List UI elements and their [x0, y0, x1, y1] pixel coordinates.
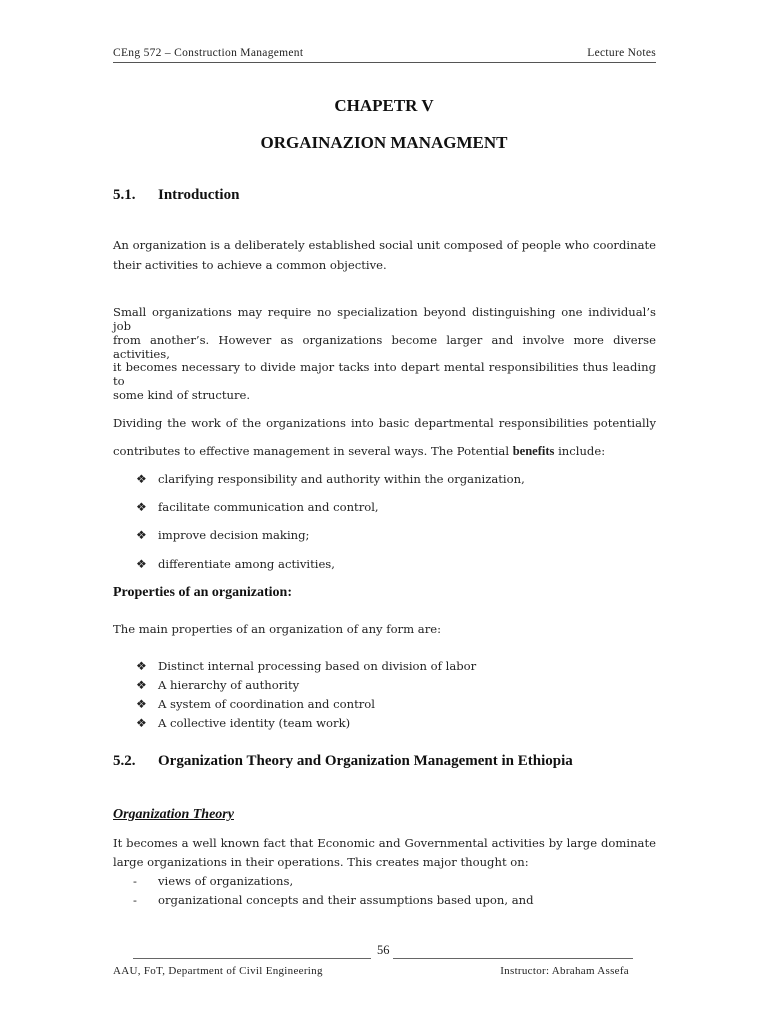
paragraph-line: Small organizations may require no specialization beyond distinguishing one individual’s job	[113, 305, 656, 333]
bullet-diamond-icon: ❖	[136, 528, 147, 542]
benefits-word: benefits	[512, 444, 555, 458]
property-text: A collective identity (team work)	[158, 716, 351, 730]
paragraph-line: An organization is a deliberately established social unit composed of people who coordinate	[113, 238, 656, 252]
bullet-diamond-icon: ❖	[136, 716, 147, 730]
bullet-diamond-icon: ❖	[136, 500, 147, 514]
property-item	[136, 697, 375, 711]
section-title: Introduction	[158, 187, 240, 203]
header-lecture-notes: Lecture Notes	[587, 47, 656, 59]
benefit-item	[136, 528, 309, 542]
paragraph-line-benefits	[113, 444, 605, 459]
bullet-diamond-icon: ❖	[136, 557, 147, 571]
paragraph-line: Dividing the work of the organizations into basic departmental responsibilities potentially	[113, 416, 656, 430]
section-number: 5.1.	[113, 187, 136, 203]
property-text: A hierarchy of authority	[158, 678, 300, 692]
bullet-diamond-icon: ❖	[136, 697, 147, 711]
benefit-item	[136, 557, 335, 571]
property-item	[136, 659, 476, 673]
footer-department: AAU, FoT, Department of Civil Engineering	[113, 965, 323, 977]
header-rule	[113, 62, 656, 63]
property-text: Distinct internal processing based on division of labor	[158, 659, 477, 673]
chapter-title: CHAPETR V	[334, 96, 434, 115]
bullet-diamond-icon: ❖	[136, 472, 147, 486]
paragraph-line: it becomes necessary to divide major tacks into depart mental responsibilities thus leading to	[113, 360, 656, 388]
footer-rule-right	[393, 958, 633, 959]
thought-text: organizational concepts and their assumptions based upon, and	[158, 893, 534, 907]
section-5-2-heading	[113, 753, 573, 770]
footer-instructor: Instructor: Abraham Assefa	[500, 965, 629, 977]
thought-text: views of organizations,	[158, 874, 294, 888]
properties-heading: Properties of an organization:	[113, 585, 292, 600]
chapter-subtitle: ORGAINAZION MANAGMENT	[260, 133, 508, 152]
paragraph-line: their activities to achieve a common objective.	[113, 258, 387, 272]
paragraph-line: some kind of structure.	[113, 388, 251, 402]
thought-item	[133, 893, 534, 907]
bullet-diamond-icon: ❖	[136, 678, 147, 692]
text-run: contributes to effective management in several ways. The Potential	[113, 444, 513, 458]
benefit-text: clarifying responsibility and authority within the organization,	[158, 472, 525, 486]
footer-rule-left	[133, 958, 371, 959]
benefit-text: differentiate among activities,	[158, 557, 335, 571]
paragraph-line: It becomes a well known fact that Economic and Governmental activities by large dominate	[113, 836, 656, 850]
header-course-title: CEng 572 – Construction Management	[113, 47, 304, 59]
properties-intro: The main properties of an organization of any form are:	[113, 622, 441, 636]
section-title: Organization Theory and Organization Management in Ethiopia	[158, 753, 573, 769]
benefit-text: improve decision making;	[158, 528, 310, 542]
section-number: 5.2.	[113, 753, 136, 769]
paragraph-line: from another’s. However as organizations become larger and involve more diverse activities,	[113, 333, 656, 361]
bullet-diamond-icon: ❖	[136, 659, 147, 673]
dash-marker: -	[133, 893, 137, 907]
organization-theory-subheading: Organization Theory	[113, 807, 234, 822]
text-run: include:	[554, 444, 606, 458]
property-item	[136, 716, 350, 730]
paragraph-line: large organizations in their operations. This creates major thought on:	[113, 855, 529, 869]
benefit-text: facilitate communication and control,	[158, 500, 379, 514]
page-number: 56	[377, 943, 390, 957]
section-5-1-heading	[113, 187, 239, 204]
property-text: A system of coordination and control	[158, 697, 375, 711]
benefit-item	[136, 500, 379, 514]
dash-marker: -	[133, 874, 137, 888]
thought-item	[133, 874, 293, 888]
property-item	[136, 678, 299, 692]
benefit-item	[136, 472, 525, 486]
